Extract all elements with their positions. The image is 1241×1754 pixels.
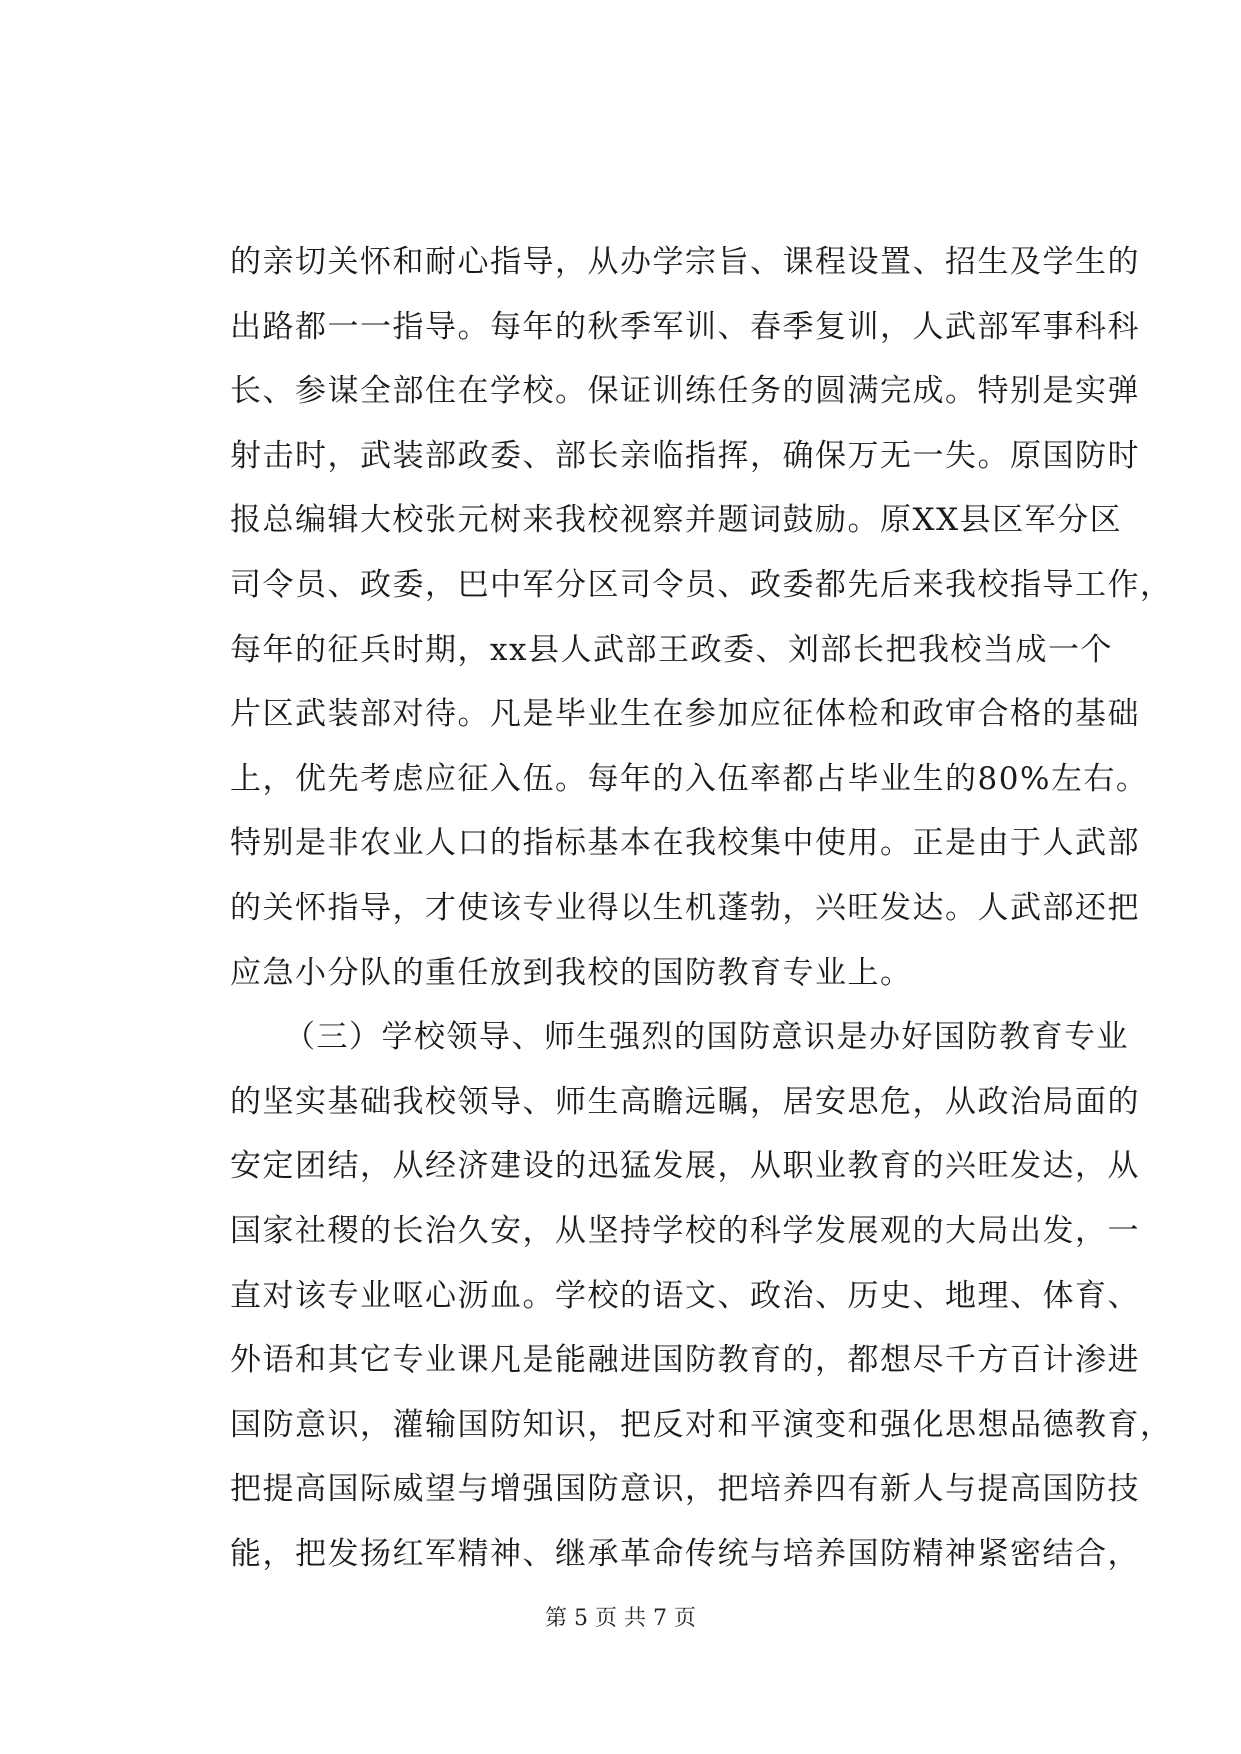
paragraph-end-line: 应急小分队的重任放到我校的国防教育专业上。 (230, 954, 913, 991)
text-line: 把提高国际威望与增强国防意识，把培养四有新人与提高国防技 (230, 1471, 1140, 1508)
text-line: 片区武装部对待。凡是毕业生在参加应征体检和政审合格的基础 (230, 696, 1140, 733)
paragraph-heading-line: （三）学校领导、师生强烈的国防意识是办好国防教育专业 (284, 1019, 1129, 1056)
text-line: 的关怀指导，才使该专业得以生机蓬勃，兴旺发达。人武部还把 (230, 889, 1140, 926)
text-line: 国防意识，灌输国防知识，把反对和平演变和强化思想品德教育， (230, 1406, 1173, 1443)
text-line: 安定团结，从经济建设的迅猛发展，从职业教育的兴旺发达，从 (230, 1148, 1140, 1185)
text-line: 国家社稷的长治久安，从坚持学校的科学发展观的大局出发，一 (230, 1212, 1140, 1249)
text-line: 的亲切关怀和耐心指导，从办学宗旨、课程设置、招生及学生的 (230, 244, 1140, 280)
text-line: 的坚实基础我校领导、师生高瞻远瞩，居安思危，从政治局面的 (230, 1083, 1140, 1120)
text-line: 外语和其它专业课凡是能融进国防教育的，都想尽千方百计渗进 (230, 1342, 1140, 1379)
text-line: 上，优先考虑应征入伍。每年的入伍率都占毕业生的80%左右。 (230, 760, 1149, 797)
text-line: 每年的征兵时期，xx县人武部王政委、刘部长把我校当成一个 (230, 631, 1113, 668)
text-line: 能，把发扬红军精神、继承革命传统与培养国防精神紧密结合， (230, 1535, 1140, 1572)
text-line: 报总编辑大校张元树来我校视察并题词鼓励。原XX县区军分区 (230, 502, 1123, 539)
page-number-footer: 第 5 页 共 7 页 (545, 1606, 696, 1631)
text-line: 射击时，武装部政委、部长亲临指挥，确保万无一失。原国防时 (230, 437, 1140, 474)
text-line: 出路都一一指导。每年的秋季军训、春季复训，人武部军事科科 (230, 308, 1140, 345)
text-line: 直对该专业呕心沥血。学校的语文、政治、历史、地理、体育、 (230, 1277, 1140, 1314)
text-line: 长、参谋全部住在学校。保证训练任务的圆满完成。特别是实弹 (230, 373, 1140, 410)
text-line: 司令员、政委，巴中军分区司令员、政委都先后来我校指导工作， (230, 566, 1173, 603)
text-line: 特别是非农业人口的指标基本在我校集中使用。正是由于人武部 (230, 825, 1140, 862)
document-body (230, 230, 1173, 1586)
